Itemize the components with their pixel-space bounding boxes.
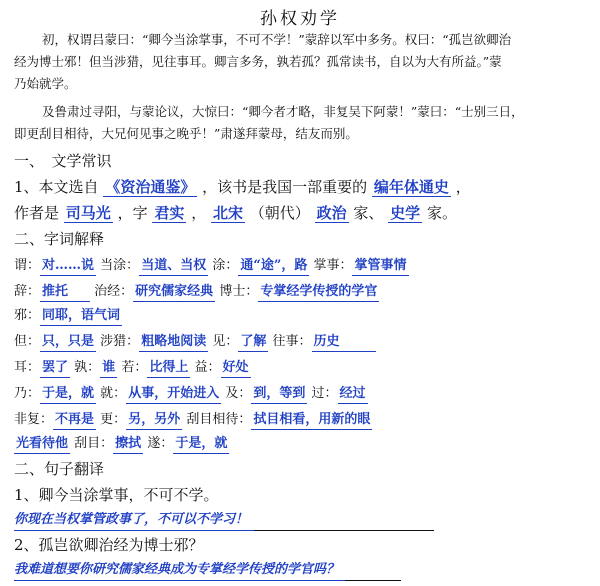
term-answer: 比得上 xyxy=(147,359,190,378)
term-label: 若： xyxy=(121,360,148,375)
term-label: 更： xyxy=(100,412,127,427)
term-label: 非复： xyxy=(14,412,54,427)
term-answer: 对……说 xyxy=(40,257,96,276)
term-answer: 从事，开始进入 xyxy=(126,385,221,404)
term-answer: 拭目相看，用新的眼 xyxy=(251,411,372,430)
term-label: 刮目： xyxy=(74,436,114,451)
term-answer: 罢了 xyxy=(40,359,70,378)
term-answer: 谁 xyxy=(100,359,117,378)
section-heading: 二、句子翻译 xyxy=(14,460,105,478)
term-label: 当涂： xyxy=(100,258,140,273)
term-label: 谓： xyxy=(14,258,41,273)
term-answer-continued: 光看待他 xyxy=(14,435,70,454)
term-label: 就： xyxy=(100,386,127,401)
term-answer: 于是，就 xyxy=(173,435,229,454)
answer-role: 政治 xyxy=(316,204,347,222)
term-answer: 不再是 xyxy=(53,411,96,430)
term-label: 邪： xyxy=(14,308,41,323)
vocab-row xyxy=(14,256,590,276)
term-label: 博士： xyxy=(219,284,259,299)
term-answer: 了解 xyxy=(238,333,268,352)
term-label: 遂： xyxy=(147,436,174,451)
vocab-row xyxy=(14,358,590,378)
vocab-row xyxy=(14,306,590,326)
question-text: ，该书是我国一部重要的 xyxy=(202,178,368,196)
term-answer: 只，只是 xyxy=(40,333,96,352)
term-answer: 同耶，语气词 xyxy=(40,307,122,326)
term-answer: 擦拭 xyxy=(113,435,143,454)
translation-question: 2、孤岂欲卿治经为博士邪？ xyxy=(14,536,204,554)
term-answer: 通“途”，路 xyxy=(238,257,309,276)
term-answer: 粗略地阅读 xyxy=(139,333,208,352)
term-answer: 到，等到 xyxy=(251,385,307,404)
term-label: 耳： xyxy=(14,360,41,375)
question-text: 1、本文选自 xyxy=(14,178,99,196)
term-answer: 好处 xyxy=(221,359,251,378)
vocab-row xyxy=(14,410,590,430)
passage-line: 乃始就学。 xyxy=(14,76,77,91)
vocab-row xyxy=(14,332,590,352)
question-text: ，字 xyxy=(117,204,148,222)
translation-answer-line xyxy=(14,560,590,581)
term-answer: 历史 xyxy=(312,333,376,352)
term-label: 往事： xyxy=(272,334,312,349)
answer-blank xyxy=(345,564,401,581)
passage-line: 初，权谓吕蒙曰：“卿今当涂掌事，不可不学！”蒙辞以军中多务。权曰：“孤岂欲卿治 xyxy=(42,32,512,47)
term-label: 及： xyxy=(225,386,252,401)
section-heading: 一、 文学常识 xyxy=(14,152,112,170)
question-text: 家。 xyxy=(426,204,457,222)
vocab-row xyxy=(14,384,590,404)
term-label: 益： xyxy=(194,360,221,375)
question-text: 作者是 xyxy=(14,204,60,222)
term-answer: 专掌经学传授的学官 xyxy=(258,283,379,302)
answer-author: 司马光 xyxy=(65,204,111,222)
passage-line: 经为博士邪！但当涉猎，见往事耳。卿言多务，孰若孤？孤常读书，自以为大有所益。”蒙 xyxy=(14,54,502,69)
vocab-row xyxy=(14,282,590,302)
answer-dynasty: 北宋 xyxy=(212,204,243,222)
translation-answer: 你现在当权掌管政事了，不可以不学习！ xyxy=(14,510,254,531)
answer-courtesy-name: 君实 xyxy=(154,204,185,222)
question-text: （朝代） xyxy=(249,204,310,222)
answer-role: 史学 xyxy=(390,204,421,222)
question-text: ， xyxy=(191,204,207,222)
question-text: ， xyxy=(455,178,471,196)
term-answer: 于是，就 xyxy=(40,385,96,404)
translation-answer: 我难道想要你研究儒家经典成为专掌经学传授的学官吗？ xyxy=(14,560,345,581)
term-label: 辞： xyxy=(14,284,41,299)
term-answer: 研究儒家经典 xyxy=(133,283,215,302)
term-label: 但： xyxy=(14,334,41,349)
term-label: 孰： xyxy=(74,360,101,375)
passage-line: 及鲁肃过寻阳，与蒙论议，大惊曰：“卿今者才略，非复吴下阿蒙！”蒙曰：“士别三日， xyxy=(42,104,524,119)
term-label: 过： xyxy=(311,386,338,401)
term-answer: 另，另外 xyxy=(126,411,182,430)
term-label: 乃： xyxy=(14,386,41,401)
term-label: 涉猎： xyxy=(100,334,140,349)
term-label: 见： xyxy=(212,334,239,349)
term-answer: 掌管事情 xyxy=(352,257,408,276)
term-answer: 推托 xyxy=(40,283,90,302)
page-title: 孙权劝学 xyxy=(260,9,340,29)
question-text: 家、 xyxy=(353,204,384,222)
literature-question-line xyxy=(14,176,590,198)
vocab-row xyxy=(14,434,590,454)
translation-question: 1、卿今当涂掌事，不可不学。 xyxy=(14,486,219,504)
answer-blank xyxy=(254,514,434,531)
literature-question-line xyxy=(14,202,590,224)
translation-answer-line xyxy=(14,510,590,531)
term-label: 刮目相待： xyxy=(186,412,252,427)
term-label: 治经： xyxy=(94,284,134,299)
term-answer: 经过 xyxy=(338,385,368,404)
term-label: 掌事： xyxy=(313,258,353,273)
answer-source: 《资治通鉴》 xyxy=(105,178,196,196)
answer-genre: 编年体通史 xyxy=(373,178,449,196)
passage-line: 即更刮目相待，大兄何见事之晚乎！”肃遂拜蒙母，结友而别。 xyxy=(14,126,358,141)
term-answer: 当道、当权 xyxy=(139,257,208,276)
term-label: 涂： xyxy=(212,258,239,273)
section-heading: 二、字词解释 xyxy=(14,230,105,248)
